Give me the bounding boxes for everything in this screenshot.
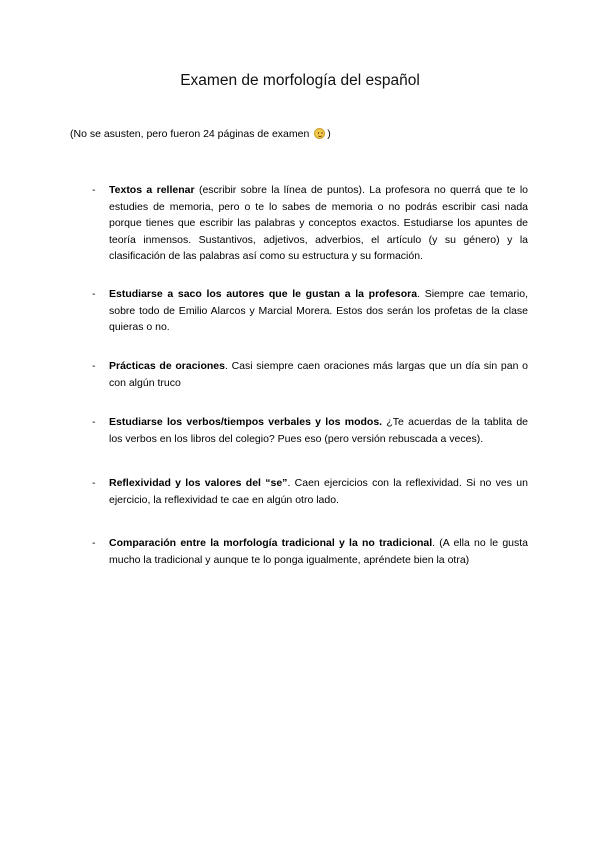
list-item-body: . Siempre cae temario, sobre todo de Emilio Alarcos y Marcial Morera. Estos dos serán los profetas de la clase quieras o no. xyxy=(109,288,528,333)
list-item xyxy=(92,414,528,447)
list-item-body: . (A ella no le gusta mucho la tradicional y aunque te lo ponga igualmente, apréndete bien la otra) xyxy=(109,537,528,566)
list-item-body: ¿Te acuerdas de la tablita de los verbos en los libros del colegio? Pues eso (pero versión rebuscada a veces). xyxy=(109,416,528,445)
list-bullet: - xyxy=(92,360,96,372)
list-item-text xyxy=(109,286,528,336)
list-item-text xyxy=(109,535,528,568)
smiley-face-icon xyxy=(314,128,325,139)
list-bullet: - xyxy=(92,416,96,428)
list-item-lead: Comparación entre la morfología tradicional y la no tradicional xyxy=(109,537,433,549)
list-item-lead: Textos a rellenar xyxy=(109,184,195,196)
list-item-lead: Estudiarse a saco los autores que le gustan a la profesora xyxy=(109,288,418,300)
list-item xyxy=(92,182,528,265)
list-bullet: - xyxy=(92,477,96,489)
list-item xyxy=(92,535,528,568)
list-item-body: (escribir sobre la línea de puntos). La profesora no querrá que te lo estudies de memoria, pero o te lo sabes de memoria o no podrás escribir casi nada porque tienes que escribir las palabras y conceptos exactos. Estudiarse los apuntes de teoría inmensos. Sustantivos, adjetivos, adverbios, el artículo (y su género) y la clasificación de las palabras así como su estructura y su formación. xyxy=(109,184,528,262)
subtitle-closing: ) xyxy=(327,128,331,140)
list-item-text xyxy=(109,182,528,265)
list-item-lead: Estudiarse los verbos/tiempos verbales y los modos. xyxy=(109,416,383,428)
list-item-text xyxy=(109,358,528,391)
list-item xyxy=(92,286,528,336)
list-bullet: - xyxy=(92,537,96,549)
list-item-lead: Reflexividad y los valores del “se” xyxy=(109,477,288,489)
page-title: Examen de morfología del español xyxy=(180,72,420,89)
list-item-text xyxy=(109,475,528,508)
list-item-text xyxy=(109,414,528,447)
list-item-body: . Caen ejercicios con la reflexividad. Si no ves un ejercicio, la reflexividad te cae en algún otro lado. xyxy=(109,477,528,506)
list-item-body: . Casi siempre caen oraciones más largas que un día sin pan o con algún truco xyxy=(109,360,528,389)
list-item xyxy=(92,358,528,391)
subtitle-text: (No se asusten, pero fueron 24 páginas de examen xyxy=(70,128,313,140)
list-bullet: - xyxy=(92,288,96,300)
subtitle xyxy=(70,128,331,140)
list-item xyxy=(92,475,528,508)
list-bullet: - xyxy=(92,184,96,196)
list-item-lead: Prácticas de oraciones xyxy=(109,360,225,372)
